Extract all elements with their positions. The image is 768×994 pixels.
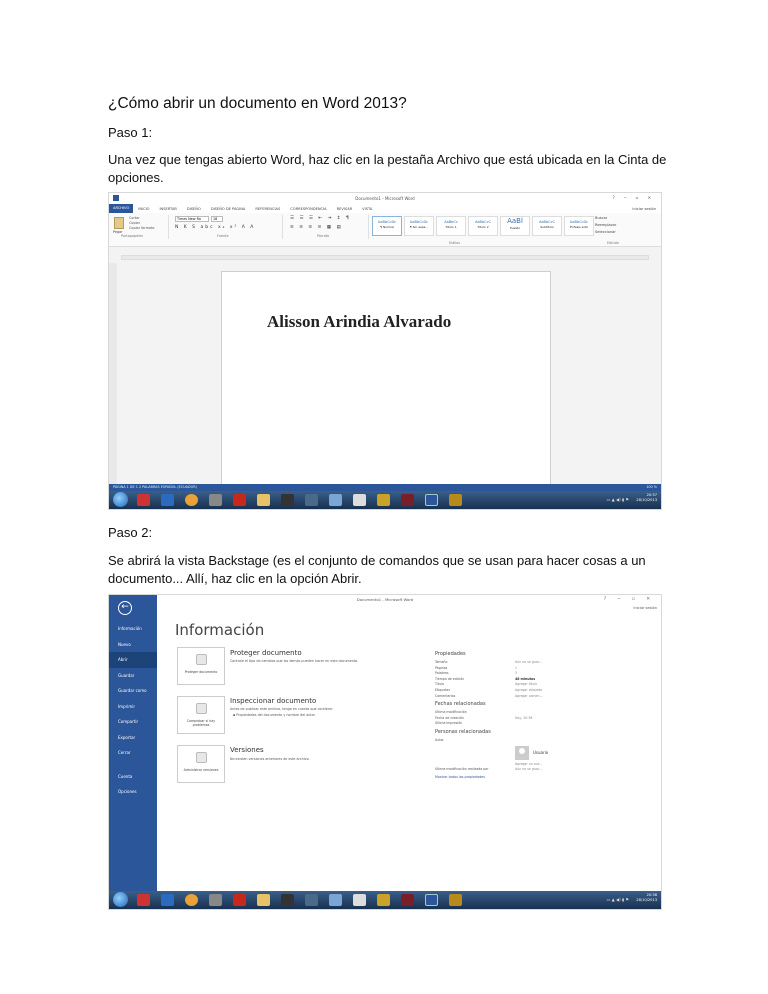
inspect-icon — [196, 703, 207, 714]
paragraph-buttons[interactable]: ☰ ☰ ☰ ⇤ ⇥ ↕ ¶ — [290, 216, 351, 221]
taskbar-app-icon[interactable] — [377, 494, 390, 506]
clock[interactable]: 20:38 28/10/2013 — [636, 893, 657, 902]
check-issues-button[interactable]: Comprobar si hay problemas — [177, 696, 225, 734]
versions-icon — [196, 752, 207, 763]
taskbar-app-icon[interactable] — [353, 494, 366, 506]
zoom-level[interactable]: 100 % — [646, 485, 657, 489]
style-subtitulo[interactable]: AaBbCcC Subtítulo — [532, 216, 562, 236]
section-title-protect: Proteger documento — [230, 649, 302, 657]
clipboard-group — [111, 215, 169, 239]
cut-button[interactable]: Cortar — [129, 216, 140, 220]
taskbar-app-icon[interactable] — [161, 494, 174, 506]
menu-nuevo[interactable]: Nuevo — [118, 641, 131, 647]
taskbar-app-icon[interactable] — [209, 894, 222, 906]
status-text: PÁGINA 1 DE 1 2 PALABRAS ESPAÑOL (ECUADOR) — [113, 485, 197, 489]
style-sin-espaciado[interactable]: AaBbCcDc ¶ Sin espa... — [404, 216, 434, 236]
system-tray[interactable]: ▭ ▲ ◀) ▮ ⚑ — [606, 897, 629, 902]
font-size-input[interactable]: 18 — [211, 216, 223, 222]
clock[interactable]: 20:37 28/10/2013 — [636, 493, 657, 502]
taskbar-app-icon[interactable] — [281, 494, 294, 506]
prop-row: Palabras 3 — [435, 671, 518, 676]
taskbar-app-icon[interactable] — [233, 494, 246, 506]
group-label-font: Fuente — [217, 234, 229, 238]
dates-heading: Fechas relacionadas — [435, 701, 486, 708]
backstage-heading: Información — [175, 621, 265, 639]
group-label-paragraph: Párrafo — [317, 234, 330, 238]
taskbar-app-icon[interactable] — [305, 494, 318, 506]
taskbar-chrome-icon[interactable] — [185, 894, 198, 906]
style-titulo-2[interactable]: AaBbCcC Título 2 — [468, 216, 498, 236]
properties-panel — [435, 649, 635, 779]
step2-text-line1: Se abrirá la vista Backstage (es el conjunto de comandos que se usan para hacer cosas a un — [108, 553, 646, 568]
menu-opciones[interactable]: Opciones — [118, 789, 137, 794]
taskbar-app-icon[interactable] — [377, 894, 390, 906]
taskbar-app-icon[interactable] — [281, 894, 294, 906]
vertical-ruler — [109, 263, 117, 485]
tab-correspondencia[interactable]: CORRESPONDENCIA — [290, 206, 327, 211]
menu-cerrar[interactable]: Cerrar — [118, 750, 131, 755]
system-tray[interactable]: ▭ ▲ ◀) ▮ ⚑ — [606, 497, 629, 502]
signin-link[interactable]: Iniciar sesión — [632, 206, 656, 211]
menu-informacion[interactable]: Información — [118, 626, 142, 631]
paste-icon[interactable] — [114, 217, 124, 229]
tab-revisar[interactable]: REVISAR — [336, 206, 353, 211]
step1-text-line2: opciones. — [108, 170, 164, 185]
word-window-screenshot — [108, 192, 662, 510]
ribbon — [109, 213, 661, 247]
add-author-row[interactable]: Agregar un aut... — [515, 761, 543, 766]
horizontal-ruler — [121, 255, 649, 260]
backstage-menu — [109, 595, 157, 891]
last-modified-by-row: Última modificación realizada por Aún no se guar... — [435, 767, 542, 772]
properties-heading[interactable]: Propiedades — [435, 651, 466, 657]
paragraph-group — [287, 215, 369, 239]
window-controls[interactable]: ? ─ ▫ ✕ — [612, 195, 655, 200]
font-name-input[interactable]: Times New Ro — [175, 216, 209, 222]
tab-referencias[interactable]: REFERENCIAS — [255, 206, 281, 211]
tab-diseno-pagina[interactable]: DISEÑO DE PÁGINA — [210, 206, 246, 211]
tab-vista[interactable]: VISTA — [362, 206, 373, 211]
back-arrow-icon[interactable]: ← — [118, 601, 132, 615]
taskbar-word-icon[interactable] — [425, 494, 438, 506]
taskbar-app-icon[interactable] — [305, 894, 318, 906]
group-label-editing: Edición — [607, 241, 620, 245]
section-bullet-inspect: ▪ Propiedades del documento y nombre del autor — [233, 713, 315, 717]
protect-document-button[interactable]: Proteger documento — [177, 647, 225, 685]
date-row: Última impresión — [435, 721, 463, 726]
font-group — [173, 215, 283, 239]
font-format-buttons[interactable]: N K S abc x₂ x² A A — [175, 225, 256, 230]
window-title: Documento1 - Microsoft Word — [355, 196, 415, 201]
step2-heading: Paso 2: — [108, 525, 153, 540]
style-titulo-1[interactable]: AaBbCc Título 1 — [436, 216, 466, 236]
section-title-inspect: Inspeccionar documento — [230, 697, 317, 705]
menu-guardar[interactable]: Guardar — [118, 672, 135, 678]
taskbar-app-icon[interactable] — [161, 894, 174, 906]
menu-imprimir[interactable]: Imprimir — [118, 703, 136, 709]
taskbar-app-icon[interactable] — [449, 494, 462, 506]
step1-heading: Paso 1: — [108, 125, 153, 140]
menu-guardar-como[interactable]: Guardar como — [118, 688, 147, 693]
avatar — [515, 746, 529, 760]
align-buttons[interactable]: ≡ ≡ ≡ ≡ ▦ ▤ — [290, 225, 343, 230]
copy-button[interactable]: Copiar — [129, 221, 141, 225]
section-desc-inspect: Antes de publicar este archivo, tenga en cuenta que contiene: — [230, 707, 334, 711]
step1-text-line1: Una vez que tengas abierto Word, haz clic en la pestaña Archivo que está ubicada en la Cinta de — [108, 152, 667, 167]
group-label-clipboard: Portapapeles — [121, 234, 144, 238]
document-text: Alisson Arindia Alvarado — [267, 312, 452, 331]
taskbar-app-icon[interactable] — [449, 894, 462, 906]
find-button[interactable]: Buscar — [595, 216, 608, 220]
menu-abrir[interactable]: Abrir — [109, 652, 157, 668]
menu-cuenta[interactable]: Cuenta — [118, 773, 133, 779]
menu-exportar[interactable]: Exportar — [118, 734, 136, 740]
prop-row: Tamaño Aún no se guar... — [435, 660, 542, 664]
editing-group — [595, 215, 616, 236]
people-heading: Personas relacionadas — [435, 728, 491, 735]
taskbar-folder-icon[interactable] — [257, 894, 270, 906]
prop-row: Páginas 1 — [435, 665, 518, 670]
manage-versions-button[interactable]: Administrar versiones — [177, 745, 225, 783]
lock-icon — [196, 654, 207, 665]
prop-row[interactable]: Título Agregar título — [435, 682, 537, 687]
prop-row: Tiempo de edición 48 minutos — [435, 676, 536, 681]
taskbar-chrome-icon[interactable] — [185, 494, 198, 506]
author-entry — [515, 746, 635, 760]
window-title: Documento1 - Microsoft Word — [356, 597, 414, 602]
start-button-icon[interactable] — [113, 892, 128, 907]
section-title-versions: Versiones — [230, 746, 264, 754]
taskbar-app-icon[interactable] — [353, 894, 366, 906]
tab-inicio[interactable]: INICIO — [138, 206, 150, 211]
status-bar — [109, 484, 661, 491]
taskbar-word-icon[interactable] — [425, 894, 438, 906]
show-all-properties-link[interactable]: Mostrar todas las propiedades — [435, 774, 485, 779]
taskbar-app-icon[interactable] — [329, 894, 342, 906]
backstage-screenshot — [108, 594, 662, 910]
prop-row[interactable]: Comentarios Agregar comen... — [435, 693, 543, 698]
author-row: Autor — [435, 737, 444, 742]
style-puesto[interactable]: AaBl Puesto — [500, 216, 530, 236]
taskbar-app-icon[interactable] — [401, 494, 414, 506]
start-button-icon[interactable] — [113, 492, 128, 507]
section-desc-versions: No existen versiones anteriores de este archivo. — [230, 757, 310, 761]
ribbon-tabs — [109, 204, 661, 213]
tab-archivo[interactable]: ARCHIVO — [109, 204, 133, 213]
style-normal[interactable]: AaBbCcDc ¶ Normal — [372, 216, 402, 236]
taskbar-app-icon[interactable] — [401, 894, 414, 906]
taskbar-app-icon[interactable] — [329, 494, 342, 506]
prop-row[interactable]: Etiquetas Agregar etiqueta — [435, 687, 543, 692]
step2-text-line2: documento... Allí, haz clic en la opción Abrir. — [108, 571, 362, 586]
paste-label[interactable]: Pegar — [113, 230, 123, 234]
tab-insertar[interactable]: INSERTAR — [159, 206, 177, 211]
window-controls[interactable]: ? ─ ▫ ✕ — [603, 597, 655, 602]
taskbar-app-icon[interactable] — [233, 894, 246, 906]
document-page[interactable] — [221, 271, 551, 489]
taskbar-app-icon[interactable] — [209, 494, 222, 506]
format-painter-button[interactable]: Copiar formato — [129, 226, 155, 230]
taskbar — [109, 491, 661, 509]
tab-diseno[interactable]: DISEÑO — [186, 206, 201, 211]
styles-gallery — [372, 216, 594, 236]
group-label-styles: Estilos — [449, 241, 460, 245]
section-desc-protect: Controle el tipo de cambios que los demás pueden hacer en este documento. — [230, 659, 359, 663]
author-name: Usuario — [533, 750, 549, 756]
menu-compartir[interactable]: Compartir — [118, 719, 139, 724]
style-enfasis-sutil[interactable]: AaBbCcDc Énfasis sutil — [564, 216, 594, 236]
date-row: Fecha de creación Hoy, 20:36 — [435, 715, 533, 720]
date-row: Última modificación — [435, 710, 467, 715]
select-button[interactable]: Seleccionar — [595, 230, 616, 234]
taskbar-app-icon[interactable] — [137, 494, 150, 506]
taskbar-app-icon[interactable] — [137, 894, 150, 906]
taskbar — [109, 891, 661, 909]
replace-button[interactable]: Reemplazar — [595, 223, 617, 227]
page-title: ¿Cómo abrir un documento en Word 2013? — [108, 95, 407, 112]
title-bar — [109, 193, 661, 204]
signin-link[interactable]: Iniciar sesión — [633, 606, 657, 610]
taskbar-folder-icon[interactable] — [257, 494, 270, 506]
